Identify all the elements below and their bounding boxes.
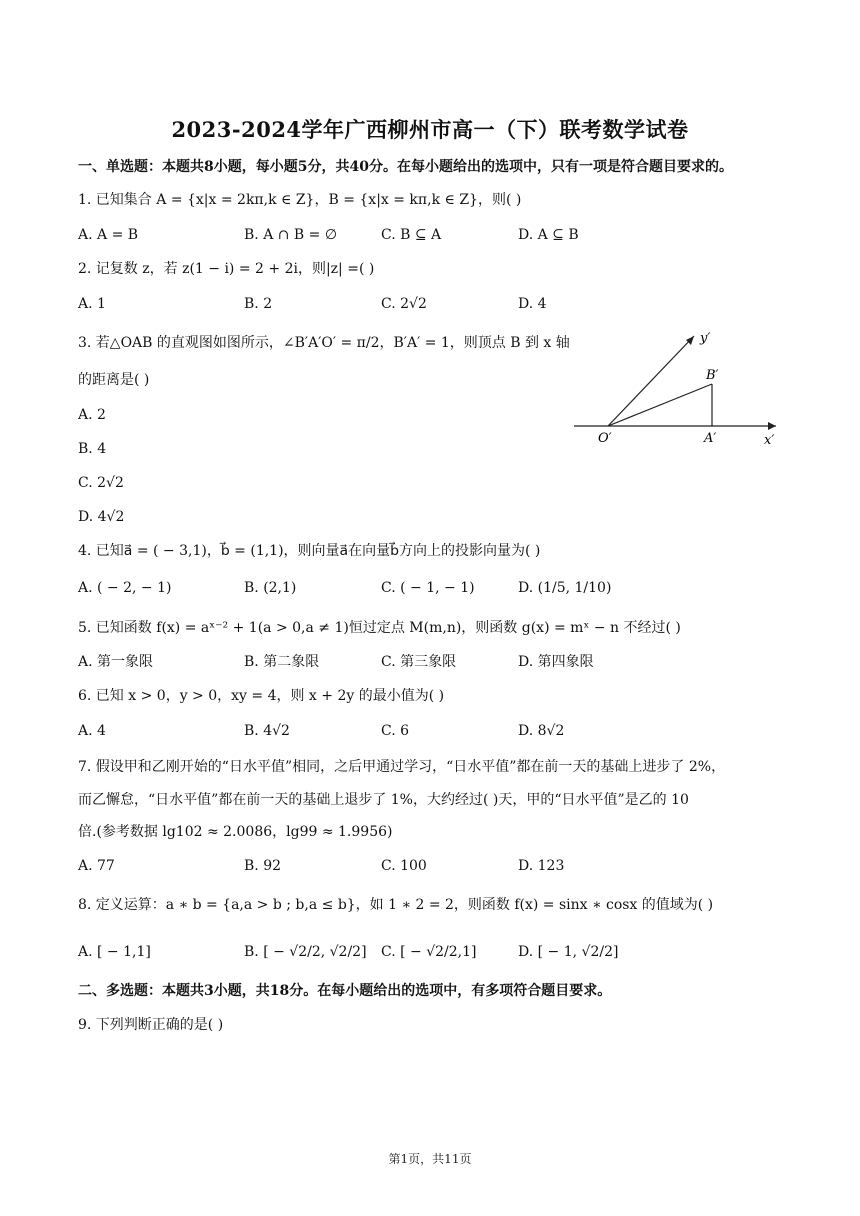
- question-6-stem: 6. 已知 x > 0，y > 0，xy = 4，则 x + 2y 的最小值为( ): [78, 688, 445, 704]
- question-4-option-d[interactable]: D. (1/5, 1/10): [518, 580, 612, 596]
- page-footer: 第1页，共11页: [388, 1152, 472, 1166]
- x-axis-arrow-icon: [768, 422, 776, 430]
- question-7-option-c[interactable]: C. 100: [381, 858, 427, 874]
- question-7-stem-line1: 7. 假设甲和乙刚开始的“日水平值”相同，之后甲通过学习，“日水平值”都在前一天的基础上进步了 2%，: [78, 759, 726, 775]
- question-6-option-a[interactable]: A. 4: [78, 723, 106, 739]
- question-4-option-a[interactable]: A. ( − 2, − 1): [78, 580, 172, 596]
- section-multiple-choice: 二、多选题：本题共3小题，共18分。在每小题给出的选项中，有多项符合题目要求。: [78, 983, 612, 999]
- question-7-option-d[interactable]: D. 123: [518, 858, 565, 874]
- question-7-option-a[interactable]: A. 77: [78, 858, 115, 874]
- question-3-stem-line1: 3. 若△OAB 的直观图如图所示，∠B′A′O′ = π/2，B′A′ = 1，则顶点 B 到 x 轴: [78, 335, 570, 351]
- label-o-prime: O′: [598, 431, 612, 446]
- y-axis-line: [608, 336, 694, 426]
- question-5-option-d[interactable]: D. 第四象限: [518, 654, 594, 670]
- question-2-option-b[interactable]: B. 2: [244, 296, 273, 312]
- question-3-option-c[interactable]: C. 2√2: [78, 475, 124, 491]
- exam-title: 2023-2024学年广西柳州市高一（下）联考数学试卷: [171, 117, 689, 142]
- question-6-option-b[interactable]: B. 4√2: [244, 723, 290, 739]
- question-1-stem: 1. 已知集合 A = {x|x = 2kπ,k ∈ Z}，B = {x|x = kπ,k ∈ Z}，则( ): [78, 192, 522, 208]
- question-8-option-a[interactable]: A. [ − 1,1]: [78, 944, 151, 960]
- section-single-choice: 一、单选题：本题共8小题，每小题5分，共40分。在每小题给出的选项中，只有一项是符合题目要求的。: [78, 159, 733, 175]
- question-5-stem: 5. 已知函数 f(x) = aˣ⁻² + 1(a > 0,a ≠ 1)恒过定点 M(m,n)，则函数 g(x) = mˣ − n 不经过( ): [78, 620, 681, 636]
- question-4-stem: 4. 已知a⃗ = ( − 3,1)，b⃗ = (1,1)，则向量a⃗在向量b⃗方向上的投影向量为( ): [78, 543, 541, 559]
- label-y-prime: y′: [700, 331, 711, 346]
- question-3-stem-line2: 的距离是( ): [78, 372, 150, 388]
- question-2-option-a[interactable]: A. 1: [78, 296, 106, 312]
- question-7-stem-line2: 而乙懈怠，“日水平值”都在前一天的基础上退步了 1%，大约经过( )天，甲的“日水平值”是乙的 10: [78, 792, 689, 808]
- question-6-option-c[interactable]: C. 6: [381, 723, 410, 739]
- question-2-option-c[interactable]: C. 2√2: [381, 296, 427, 312]
- question-2-option-d[interactable]: D. 4: [518, 296, 547, 312]
- label-b-prime: B′: [706, 368, 719, 383]
- question-4-option-c[interactable]: C. ( − 1, − 1): [381, 580, 475, 596]
- question-9-stem: 9. 下列判断正确的是( ): [78, 1017, 224, 1033]
- segment-o-b: [608, 384, 712, 426]
- question-1-option-c[interactable]: C. B ⊆ A: [381, 227, 442, 243]
- question-8-option-c[interactable]: C. [ − √2/2,1]: [381, 944, 477, 960]
- question-1-option-b[interactable]: B. A ∩ B = ∅: [244, 227, 338, 243]
- question-8-option-d[interactable]: D. [ − 1, √2/2]: [518, 944, 619, 960]
- question-5-option-b[interactable]: B. 第二象限: [244, 654, 320, 670]
- question-5-option-c[interactable]: C. 第三象限: [381, 654, 457, 670]
- question-5-option-a[interactable]: A. 第一象限: [78, 654, 154, 670]
- question-3-option-d[interactable]: D. 4√2: [78, 509, 125, 525]
- label-x-prime: x′: [764, 433, 775, 448]
- question-1-option-d[interactable]: D. A ⊆ B: [518, 227, 579, 243]
- question-2-stem: 2. 记复数 z，若 z(1 − i) = 2 + 2i，则|z| =( ): [78, 261, 375, 277]
- question-3-option-b[interactable]: B. 4: [78, 441, 107, 457]
- oblique-view-figure: [570, 324, 790, 454]
- question-4-option-b[interactable]: B. (2,1): [244, 580, 297, 596]
- question-6-option-d[interactable]: D. 8√2: [518, 723, 565, 739]
- question-7-stem-line3: 倍.(参考数据 lg102 ≈ 2.0086，lg99 ≈ 1.9956): [78, 824, 393, 840]
- question-7-option-b[interactable]: B. 92: [244, 858, 282, 874]
- label-a-prime: A′: [704, 431, 717, 446]
- question-1-option-a[interactable]: A. A = B: [78, 227, 139, 243]
- question-3-option-a[interactable]: A. 2: [78, 407, 106, 423]
- question-8-stem: 8. 定义运算：a ∗ b = {a,a > b ; b,a ≤ b}，如 1 ∗ 2 = 2，则函数 f(x) = sinx ∗ cosx 的值域为( ): [78, 897, 714, 913]
- question-8-option-b[interactable]: B. [ − √2/2, √2/2]: [244, 944, 367, 960]
